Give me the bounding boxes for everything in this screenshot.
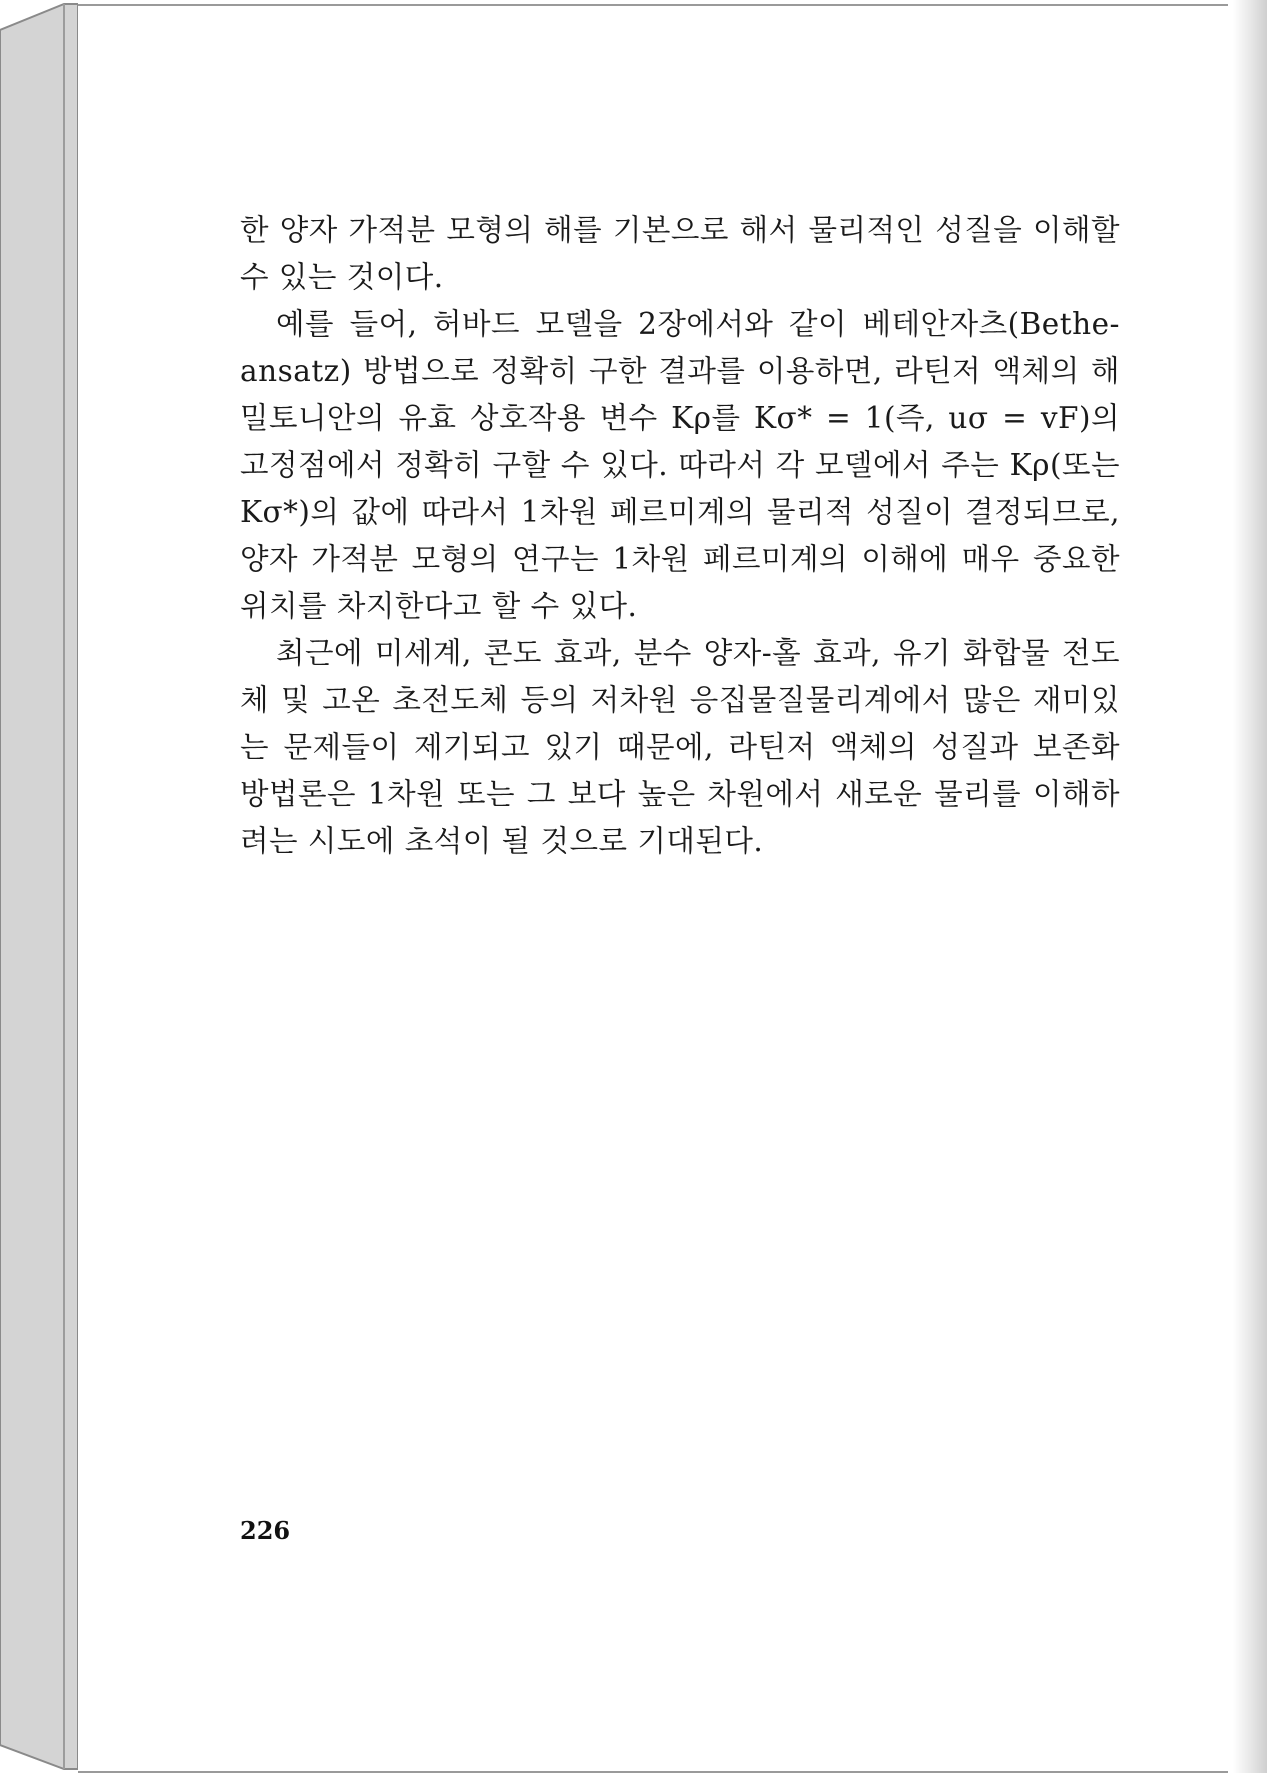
body-text xyxy=(240,207,1120,865)
book-spine xyxy=(0,0,78,1773)
paragraph-1: 한 양자 가적분 모형의 해를 기본으로 해서 물리적인 성질을 이해할 수 있는 것이다. xyxy=(240,213,1120,294)
page-number: 226 xyxy=(240,1516,291,1545)
paragraph-2: 예를 들어, 허바드 모델을 2장에서와 같이 베테안자츠(Bethe-ansatz) 방법으로 정확히 구한 결과를 이용하면, 라틴저 액체의 해밀토니안의 유효 상호작용 변수 Kρ를 Kσ* = 1(즉, uσ = vF)의 고정점에서 정확히 구할 수 있다. 따라서 각 모델에서 주는 Kρ(또는 Kσ*)의 값에 따라서 1차원 페르미계의 물리적 성질이 결정되므로, 양자 가적분 모형의 연구는 1차원 페르미계의 이해에 매우 중요한 위치를 차지한다고 할 수 있다. xyxy=(240,307,1120,623)
page-edge-shadow xyxy=(1233,0,1267,1773)
paragraph-3: 최근에 미세계, 콘도 효과, 분수 양자-홀 효과, 유기 화합물 전도체 및 고온 초전도체 등의 저차원 응집물질물리계에서 많은 재미있는 문제들이 제기되고 있기 때문에, 라틴저 액체의 성질과 보존화 방법론은 1차원 또는 그 보다 높은 차원에서 새로운 물리를 이해하려는 시도에 초석이 될 것으로 기대된다. xyxy=(240,636,1120,858)
